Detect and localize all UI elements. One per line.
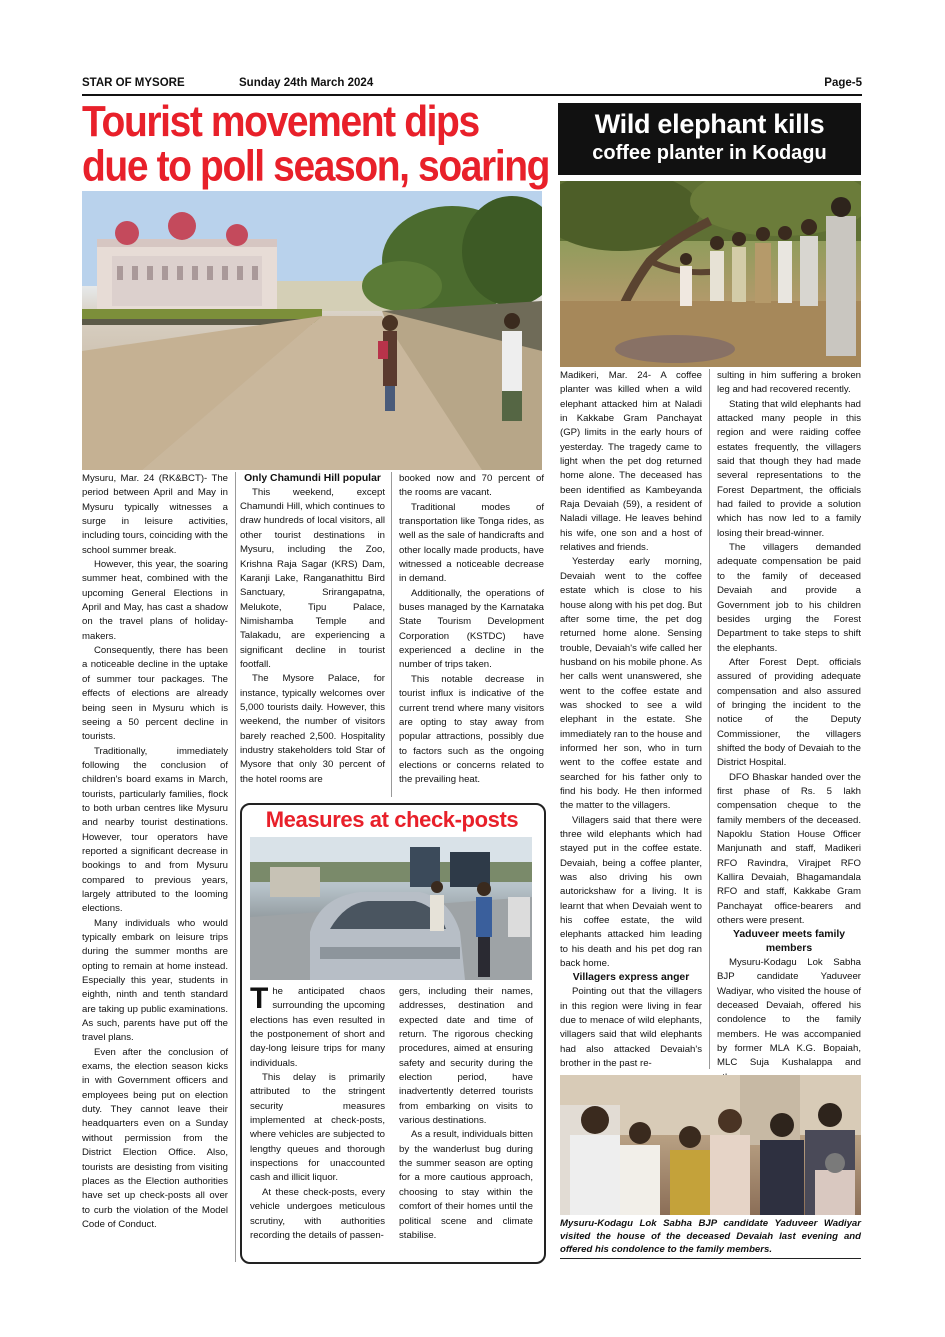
- lead-paragraph: Traditional modes of transportation like Tonga rides, as well as the sale of handicrafts and other locally made products, have witnessed a noticeable decrease in demand.: [399, 501, 544, 585]
- elephant-paragraph: DFO Bhaskar handed over the first phase of Rs. 5 lakh compensation cheque to the family members of the deceased. Napoklu Station House Officer Manjunath and staff, Madikeri RFO Ravindra, Virajpet RFO Kallira Devaiah, Bhagamandala RFO and staff, Kakkabe Gram Panchayat office-bearers and others were present.: [717, 771, 861, 927]
- elephant-paragraph: sulting in him suffering a broken leg and had recovered recently.: [717, 370, 861, 396]
- caption-rule: [560, 1258, 861, 1259]
- checkposts-column-1: [250, 982, 385, 1243]
- checkposts-paragraph: gers, including their names, addresses, destination and expected date and time of return. The rigorous checking procedures, aimed at ensuring safety and security during the election period, have inadvertently deterred tourists from embarking on visits to various destinations.: [399, 986, 533, 1127]
- paper-name: STAR OF MYSORE: [82, 77, 185, 89]
- lead-paragraph: Mysuru, Mar. 24 (RK&BCT)- The period between April and May in Mysuru typically witnesses a surge in leisure activities, including tours, coinciding with the school summer break.: [82, 473, 228, 556]
- checkposts-paragraph: As a result, individuals bitten by the wanderlust bug during the summer season are opting for a more cautious approach, choosing to stay within the comfort of their homes until the political scene and climate stabilise.: [399, 1129, 533, 1241]
- elephant-paragraph: The villagers demanded adequate compensation be paid to the family of deceased Devaiah and provide a Government job to his children besides urging the Forest Department to take steps to shift the elephants.: [717, 542, 861, 654]
- lead-paragraph: However, this year, the soaring summer heat, combined with the upcoming General Elections in April and May, has cast a shadow on the travel plans of holiday-makers.: [82, 559, 228, 642]
- elephant-column-1: [560, 369, 702, 1071]
- lead-paragraph: Even after the conclusion of exams, the election season kicks in with Government officers and employees being put on election duty. They cannot leave their headquarters even on a Sunday without permission from the District Election Office. Also, tourists are desisting from visiting places as the Election authorities have set up check-posts all over to curb the violation of the Model Code of Conduct.: [82, 1046, 228, 1230]
- lead-paragraph: The Mysore Palace, for instance, typically welcomes over 5,000 tourists daily. However, this weekend, the number of visitors barely reached 2,500. Hospitality industry stakeholders told Star of Mysore that only 30 percent of the hotel rooms are: [240, 673, 385, 785]
- elephant-paragraph: Mysuru-Kodagu Lok Sabha BJP candidate Yaduveer Wadiyar, who visited the house of deceased Devaiah, offered his condolence to the family members. He was accompanied by former MLA K.G. Bopaiah, MLC Suja Kushalappa and: [717, 957, 861, 1069]
- condolence-visit-photo: [560, 1075, 861, 1215]
- lead-headline: Tourist movement dips due to poll season, soaring: [82, 97, 550, 191]
- issue-date: Sunday 24th March 2024: [239, 77, 374, 89]
- column-divider: [709, 369, 710, 1069]
- masthead: [82, 77, 862, 93]
- checkposts-paragraph: At these check-posts, every vehicle undergoes meticulous scrutiny, with authorities recording the details of passen-: [250, 1186, 385, 1241]
- elephant-scene-photo: [560, 181, 861, 367]
- elephant-headline: [558, 103, 861, 175]
- lead-paragraph: Consequently, there has been a noticeable decline in the uptake of summer tour packages. The effects of elections are already being seen in Mysuru which is seeing a 50 percent decline in tourists.: [82, 645, 228, 743]
- photo-caption: Mysuru-Kodagu Lok Sabha BJP candidate Yaduveer Wadiyar visited the house of the deceased Devaiah last evening and offered his condolence to the family members.: [560, 1218, 861, 1256]
- lead-column-3: [399, 472, 544, 788]
- lead-paragraph: This weekend, except Chamundi Hill, which continues to draw hundreds of local visitors, all other tourist destinations in Mysuru, including the Zoo, Krishna Raja Sagar (KRS) Dam, Karanji Lake, Ranganathittu Bird Sanctuary, Srirangapatna, Melukote, Tipu Palace, Nimishamba Temple and Talakadu, are experiencing a significant decline in tourist footfall.: [240, 486, 385, 670]
- lead-paragraph: booked now and 70 percent of the rooms are vacant.: [399, 473, 544, 499]
- checkposts-paragraph: This delay is primarily attributed to the stringent security measures implemented at check-posts, where vehicles are subjected to lengthy queues and thorough inspections for unaccounted cash and illicit liquor.: [250, 1072, 385, 1184]
- lead-subhead: Only Chamundi Hill popular: [244, 473, 381, 484]
- lead-paragraph: Many individuals who would typically embark on leisure trips during the summer months are opting to remain at home instead. Especially this year, students in eighth, ninth and tenth standard are taking up public examinations. As such, parents have put off the travel plans.: [82, 917, 228, 1044]
- column-divider: [235, 472, 236, 1262]
- checkposts-column-2: [399, 985, 533, 1243]
- checkpost-photo-illustration: [250, 837, 532, 980]
- masthead-rule: [82, 94, 862, 96]
- palace-photo: [82, 191, 542, 470]
- elephant-paragraph: Villagers said that there were three wild elephants which had stayed put in the coffee estate. Devaiah, being a coffee planter, was also driving his own autorickshaw for a living. It is learnt that when Devaiah went to his coffee estate, the wild elephants attacked him leading to his death and his pet dog ran back home.: [560, 814, 702, 970]
- checkposts-paragraph: [250, 982, 385, 1071]
- drop-cap: T: [250, 982, 269, 1015]
- page-number: Page-5: [824, 77, 862, 89]
- elephant-photo-illustration: [560, 181, 861, 367]
- lead-column-1: [82, 472, 228, 1232]
- elephant-headline-line2: coffee planter in Kodagu: [592, 142, 827, 164]
- elephant-column-2: [717, 369, 861, 1085]
- elephant-paragraph: Stating that wild elephants had attacked many people in this region and were raiding coffee estates frequently, the villagers said that though they had made several representations to the Forest Department, the officials had failed to provide a solution which has now led to a family losing their bread-winner.: [717, 398, 861, 539]
- visit-photo-illustration: [560, 1075, 861, 1215]
- elephant-paragraph: Pointing out that the villagers in this region were living in fear due to menace of wild elephants, villagers said that wild elephants had also attacked Devaiah's brother in the past re-: [560, 986, 702, 1069]
- checkposts-first-text: he anticipated chaos surrounding the upcoming elections has even resulted in the postponement of short and day-long leisure trips for many individuals.: [250, 986, 385, 1069]
- elephant-headline-line1: Wild elephant kills: [594, 109, 825, 139]
- checkpost-photo: [250, 837, 532, 980]
- elephant-paragraph: Madikeri, Mar. 24- A coffee planter was killed when a wild elephant attacked him at Naladi in Kakkabe Gram Panchayat (GP) limits in the early hours of yesterday. The tragedy came to light when the pet dog returned home alone. The deceased has been identified as Kambeyanda Raja Devaiah (59), a resident of Naladi village. He leaves behind his wife, one son and a host of relatives and friends.: [560, 370, 702, 554]
- elephant-subhead-villagers: Villagers express anger: [572, 972, 690, 984]
- palace-photo-illustration: [82, 191, 542, 470]
- lead-paragraph: This notable decrease in tourist influx is indicative of the current trend where many visitors are opting to stay away from popular attractions, possibly due to factors such as the ongoing elections or concerns related to the prevailing heat.: [399, 673, 544, 786]
- elephant-subhead-yaduveer: Yaduveer meets family members: [732, 929, 846, 955]
- lead-paragraph: Traditionally, immediately following the conclusion of children's board exams in March, tourists, particularly families, flock to both urban centres like Mysuru and nearby tourist destinations. However, tour operators have reported a significant decrease in bookings to and from Mysuru compared to previous years, largely attributed to the looming elections.: [82, 745, 228, 915]
- checkposts-headline: Measures at check-posts: [265, 807, 519, 832]
- column-divider: [391, 472, 392, 797]
- elephant-paragraph: After Forest Dept. officials assured of providing adequate compensation and also assured of bringing the incident to the notice of the Deputy Commissioner, the villagers shifted the body of Devaiah to the District Hospital.: [717, 656, 861, 769]
- elephant-paragraph: Yesterday early morning, Devaiah went to the coffee estate which is close to his house along with his pet dog. But after some time, the pet dog returned home alone. Sensing trouble, Devaiah's wife called her husband on his mobile phone. As her calls went unanswered, she went to the coffee estate and was shocked to see a wild elephant in the estate. She immediately ran to the house and informed her son, who in turn went to the coffee estate and searched for his father only to find his body. He then informed the matter to the villagers.: [560, 556, 702, 812]
- lead-paragraph: Additionally, the operations of buses managed by the Karnataka State Tourism Development Corporation (KSTDC) have experienced a decline in the number of trips taken.: [399, 587, 544, 671]
- lead-column-2: [240, 472, 385, 787]
